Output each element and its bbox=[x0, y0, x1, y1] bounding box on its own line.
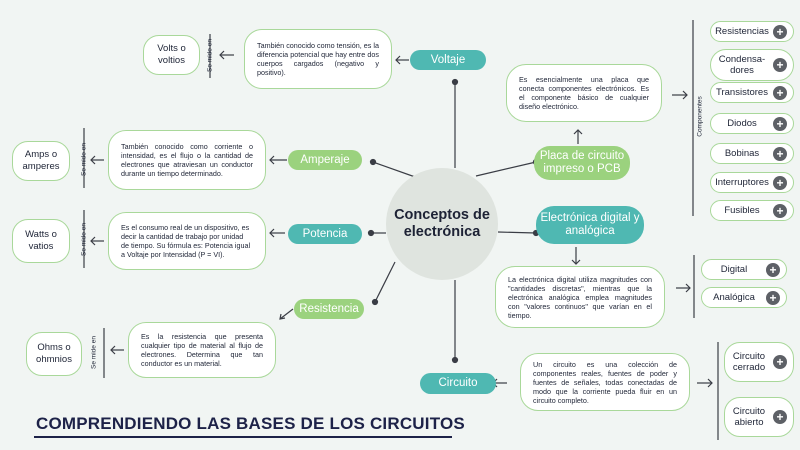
node-pcb[interactable] bbox=[534, 146, 630, 180]
node-amperaje[interactable] bbox=[288, 150, 362, 170]
unit-amperaje bbox=[12, 141, 70, 181]
component-diodos[interactable] bbox=[710, 113, 794, 134]
desc-resistencia bbox=[128, 322, 276, 378]
component-condensadores-label: Condensa-dores bbox=[718, 54, 766, 76]
expand-plus-icon[interactable]: + bbox=[773, 204, 787, 218]
line-resistencia bbox=[375, 262, 395, 302]
component-transistores[interactable] bbox=[710, 82, 794, 103]
expand-plus-icon[interactable]: + bbox=[766, 263, 780, 277]
measure-label-amperaje: Se mide en bbox=[80, 143, 88, 176]
node-electronica-digital-label: Electrónica digital y analógica bbox=[540, 212, 640, 237]
node-pcb-label: Placa de circuito impreso o PCB bbox=[539, 150, 625, 175]
unit-potencia-text: Watts o vatios bbox=[25, 229, 57, 252]
expand-plus-icon[interactable]: + bbox=[773, 176, 787, 190]
desc-amperaje bbox=[108, 130, 266, 190]
component-interruptores-label: Interruptores bbox=[715, 177, 769, 188]
expand-plus-icon[interactable]: + bbox=[773, 355, 787, 369]
node-voltaje-label: Voltaje bbox=[430, 53, 466, 66]
type-analogica-label: Analógica bbox=[713, 292, 755, 303]
component-transistores-label: Transistores bbox=[716, 87, 768, 98]
component-diodos-label: Diodos bbox=[727, 118, 757, 129]
expand-plus-icon[interactable]: + bbox=[766, 291, 780, 305]
node-resistencia-label: Resistencia bbox=[299, 302, 359, 315]
unit-amperaje-text: Amps o amperes bbox=[22, 149, 60, 172]
desc-digital-text: La electrónica digital utiliza magnitudes con "cantidades discretas", mientras que la electrónica analógica emplea magnitudes con "valores continuos" que varían en el tiempo. bbox=[508, 274, 652, 320]
unit-voltaje bbox=[143, 35, 200, 75]
circuito-type-abierto-label: Circuito abierto bbox=[732, 406, 766, 428]
type-analogica[interactable] bbox=[701, 287, 787, 308]
component-resistencias-label: Resistencias bbox=[715, 26, 769, 37]
type-digital[interactable] bbox=[701, 259, 787, 280]
desc-voltaje bbox=[244, 29, 392, 89]
measure-label-resistencia: Se mide en bbox=[90, 336, 98, 369]
component-bobinas-label: Bobinas bbox=[724, 148, 760, 159]
line-pcb bbox=[476, 162, 536, 176]
circuito-type-abierto[interactable] bbox=[724, 397, 794, 437]
expand-plus-icon[interactable]: + bbox=[773, 86, 787, 100]
desc-digital bbox=[495, 266, 665, 328]
desc-pcb-text: Es esencialmente una placa que conecta componentes electrónicos. Es el componente básico de cualquier diseño electrónico. bbox=[519, 75, 649, 111]
desc-circuito bbox=[520, 353, 690, 411]
line-digital bbox=[498, 232, 536, 233]
component-fusibles-label: Fusibles bbox=[724, 205, 760, 216]
components-label: Componentes bbox=[696, 96, 704, 137]
title-underline bbox=[34, 436, 452, 438]
unit-voltaje-text: Volts o voltios bbox=[157, 43, 186, 66]
expand-plus-icon[interactable]: + bbox=[773, 147, 787, 161]
expand-plus-icon[interactable]: + bbox=[773, 117, 787, 131]
component-bobinas[interactable] bbox=[710, 143, 794, 164]
node-circuito-label: Circuito bbox=[438, 377, 478, 389]
desc-amperaje-text: También conocido como corriente o intensidad, es el flujo o la cantidad de electrones que atraviesan un conductor durante un tiempo determinado. bbox=[121, 142, 253, 178]
component-condensadores[interactable] bbox=[710, 49, 794, 81]
desc-potencia-text: Es el consumo real de un dispositivo, es decir la cantidad de trabajo por unidad de tiempo. Su fórmula es: Potencia igual a Voltaje por Intensidad (P = VI). bbox=[121, 223, 251, 259]
unit-resistencia-text: Ohms o ohmnios bbox=[36, 342, 72, 365]
desc-circuito-text: Un circuito es una colección de componentes reales, fuentes de poder y fuentes de señales, todas conectadas de modo que la corriente pueda fluir en un circuito completo. bbox=[533, 359, 677, 405]
node-electronica-digital[interactable] bbox=[536, 206, 644, 244]
expand-plus-icon[interactable]: + bbox=[773, 25, 787, 39]
desc-voltaje-text: También conocido como tensión, es la diferencia potencial que hay entre dos cuerpos cargados (negativo y positivo). bbox=[257, 41, 379, 77]
page-title: COMPRENDIENDO LAS BASES DE LOS CIRCUITOS bbox=[36, 414, 465, 433]
node-resistencia[interactable] bbox=[294, 299, 364, 319]
measure-label-voltaje: Se mide en bbox=[206, 39, 214, 72]
desc-potencia bbox=[108, 212, 266, 270]
component-fusibles[interactable] bbox=[710, 200, 794, 221]
component-interruptores[interactable] bbox=[710, 172, 794, 193]
unit-resistencia bbox=[26, 332, 82, 376]
type-digital-label: Digital bbox=[720, 264, 748, 275]
node-amperaje-label: Amperaje bbox=[300, 153, 350, 166]
circuito-type-cerrado-label: Circuito cerrado bbox=[732, 351, 766, 373]
unit-potencia bbox=[12, 219, 70, 263]
node-voltaje[interactable] bbox=[410, 50, 486, 70]
expand-plus-icon[interactable]: + bbox=[773, 58, 787, 72]
central-concept-title: Conceptos de electrónica bbox=[394, 207, 490, 240]
measure-label-potencia: Se mide en bbox=[80, 223, 88, 256]
central-concept bbox=[386, 168, 498, 280]
component-resistencias[interactable] bbox=[710, 21, 794, 42]
node-circuito[interactable] bbox=[420, 373, 496, 394]
node-potencia-label: Potencia bbox=[302, 227, 348, 240]
expand-plus-icon[interactable]: + bbox=[773, 410, 787, 424]
desc-pcb bbox=[506, 64, 662, 122]
circuito-type-cerrado[interactable] bbox=[724, 342, 794, 382]
desc-resistencia-text: Es la resistencia que presenta cualquier tipo de material al flujo de electrones. Determina que tan conductor es un material. bbox=[141, 332, 263, 368]
node-potencia[interactable] bbox=[288, 224, 362, 244]
